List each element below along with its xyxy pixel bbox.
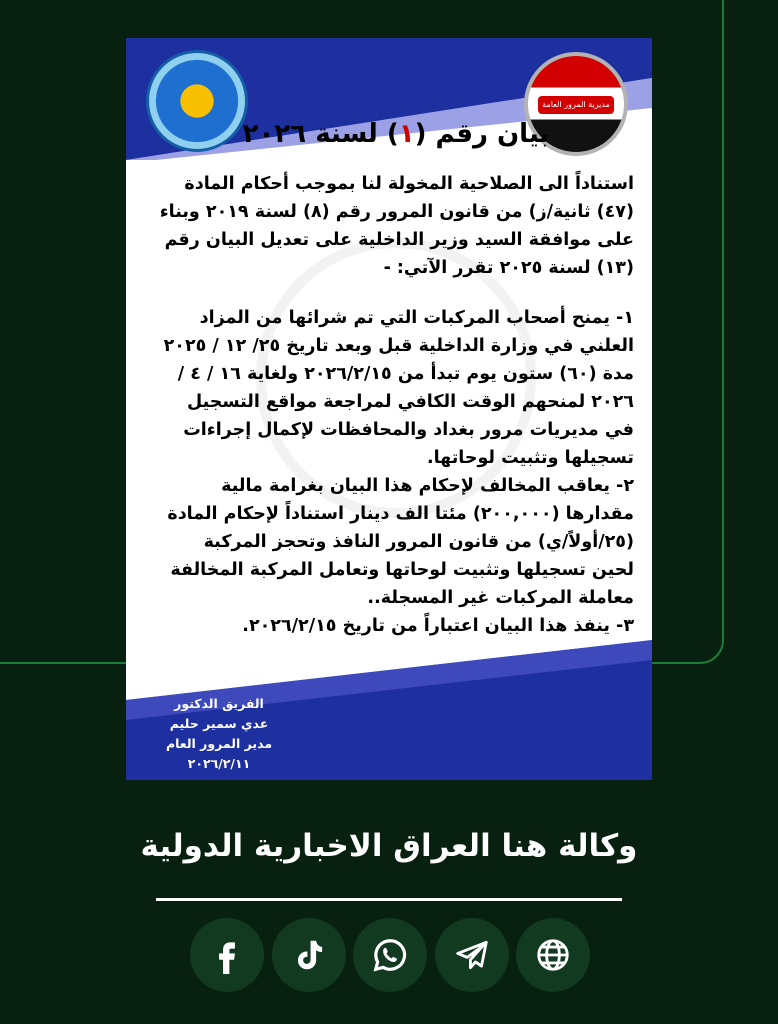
facebook-link[interactable] — [190, 918, 264, 992]
title-number: ١ — [398, 119, 415, 149]
telegram-icon — [453, 936, 491, 974]
signature-position: مدير المرور العام — [165, 736, 273, 751]
signature-date: ٢٠٢٦/٢/١١ — [187, 756, 251, 771]
title-suffix: ) لسنة ٢٠٢٦ — [242, 119, 399, 149]
statement-card — [126, 38, 652, 780]
whatsapp-link[interactable] — [353, 918, 427, 992]
statement-item-3: ٣- ينفذ هذا البيان اعتباراً من تاريخ ٢٠٢٦/٢/١٥. — [242, 615, 634, 636]
telegram-link[interactable] — [435, 918, 509, 992]
signature-name: عدي سمير حليم — [169, 716, 269, 731]
traffic-directorate-emblem: مديرية المرور العامة — [524, 52, 628, 156]
agency-divider — [156, 898, 622, 901]
facebook-icon — [208, 936, 246, 974]
whatsapp-icon — [371, 936, 409, 974]
globe-icon — [534, 936, 572, 974]
signature-rank: الفريق الدكتور — [174, 696, 264, 711]
statement-body — [158, 118, 634, 640]
tiktok-icon — [290, 936, 328, 974]
statement-item-1: ١- يمنح أصحاب المركبات التي تم شرائها من المزاد العلني في وزارة الداخلية قبل وبعد تاريخ ٢٥/ ١٢ / ٢٠٢٥ مدة (٦٠) ستون يوم تبدأ من ٢٠٢٦/٢/١٥ ولغاية ١٦ / ٤ / ٢٠٢٦ لمنحهم الوقت الكافي لمراجعة مواقع التسجيل في مديريات مرور بغداد والمحافظات لإكمال إجراءات تسجيلها وتثبيت لوحاتها. — [163, 307, 634, 468]
statement-intro: استناداً الى الصلاحية المخولة لنا بموجب أحكام المادة (٤٧) ثانية/ز) من قانون المرور رقم (٨) لسنة ٢٠١٩ وبناء على موافقة السيد وزير الداخلية على تعديل البيان رقم (١٣) لسنة ٢٠٢٥ تقرر الآتي: - — [159, 173, 634, 278]
website-link[interactable] — [516, 918, 590, 992]
statement-item-2: ٢- يعاقب المخالف لإحكام هذا البيان بغرامة مالية مقدارها (٢٠٠,٠٠٠) مئتا الف دينار استناداً لإحكام المادة (٢٥/أولاً/ي) من قانون المرور النافذ وتحجز المركبة لحين تسجيلها وتثبيت لوحاتها وتعامل المركبة المخالفة معاملة المركبات غير المسجلة.. — [167, 475, 634, 608]
tiktok-link[interactable] — [272, 918, 346, 992]
statement-title — [158, 118, 634, 152]
social-links — [190, 918, 590, 994]
title-prefix: بيان رقم ( — [414, 119, 550, 149]
signature-block — [154, 694, 284, 774]
agency-name: وكالة هنا العراق الاخبارية الدولية — [140, 828, 638, 864]
